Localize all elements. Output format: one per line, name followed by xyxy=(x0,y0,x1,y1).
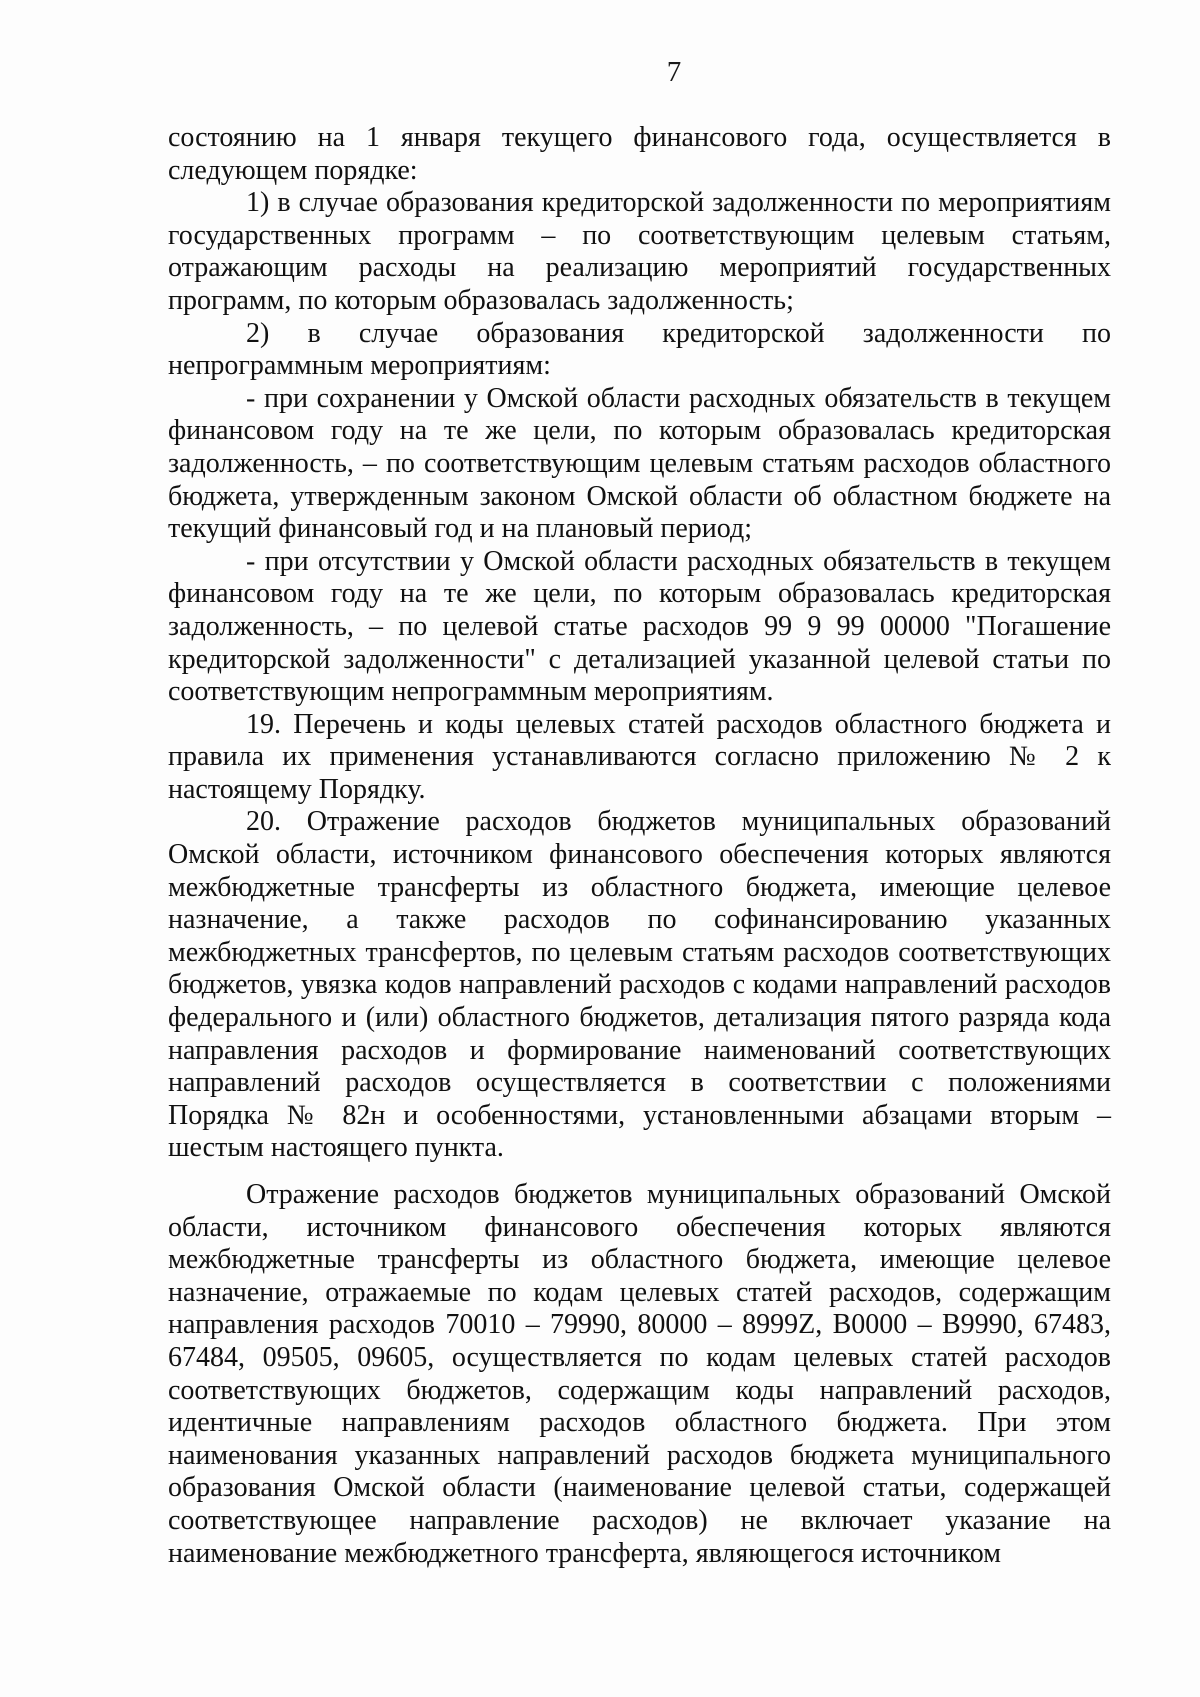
page-number: 7 xyxy=(666,56,682,88)
paragraph-clause-19: 19. Перечень и коды целевых статей расходов областного бюджета и правила их применения устанавливаются согласно приложению № 2 к настоящему Порядку. xyxy=(168,708,1111,805)
document-body xyxy=(168,122,1111,1570)
paragraph-item-2: 2) в случае образования кредиторской задолженности по непрограммным мероприятиям: xyxy=(168,317,1111,382)
paragraph-clause-20: 20. Отражение расходов бюджетов муниципальных образований Омской области, источником финансового обеспечения которых являются межбюджетные трансферты из областного бюджета, имеющие целевое назначение, а также расходов по софинансированию указанных межбюджетных трансфертов, по целевым статьям расходов соответствующих бюджетов, увязка кодов направлений расходов с кодами направлений расходов федерального и (или) областного бюджетов, детализация пятого разряда кода направления расходов и формирование наименований соответствующих направлений расходов осуществляется в соответствии с положениями Порядка № 82н и особенностями, установленными абзацами вторым – шестым настоящего пункта. xyxy=(168,806,1111,1164)
paragraph-clause-20-second: Отражение расходов бюджетов муниципальных образований Омской области, источником финансового обеспечения которых являются межбюджетные трансферты из областного бюджета, имеющие целевое назначение, отражаемые по кодам целевых статей расходов, содержащим направления расходов 70010 – 79990, 80000 – 8999Z, B0000 – B9990, 67483, 67484, 09505, 09605, осуществляется по кодам целевых статей расходов соответствующих бюджетов, содержащим коды направлений расходов, идентичные направлениям расходов областного бюджета. При этом наименования указанных направлений расходов бюджета муниципального образования Омской области (наименование целевой статьи, содержащей соответствующее направление расходов) не включает указание на наименование межбюджетного трансферта, являющегося источником xyxy=(168,1179,1111,1569)
paragraph-item-1: 1) в случае образования кредиторской задолженности по мероприятиям государственных программ – по соответствующим целевым статьям, отражающим расходы на реализацию мероприятий государственных программ, по которым образовалась задолженность; xyxy=(168,187,1111,316)
paragraph-bullet-absence: - при отсутствии у Омской области расходных обязательств в текущем финансовом году на те же цели, по которым образовалась кредиторская задолженность, – по целевой статье расходов 99 9 99 00000 "Погашение кредиторской задолженности" с детализацией указанной целевой статьи по соответствующим непрограммным мероприятиям. xyxy=(168,545,1111,708)
paragraph-continuation: состоянию на 1 января текущего финансового года, осуществляется в следующем порядке: xyxy=(168,122,1111,186)
paragraph-bullet-preservation: - при сохранении у Омской области расходных обязательств в текущем финансовом году на те же цели, по которым образовалась кредиторская задолженность, – по соответствующим целевым статьям расходов областного бюджета, утвержденным законом Омской области об областном бюджете на текущий финансовый год и на плановый период; xyxy=(168,382,1111,545)
